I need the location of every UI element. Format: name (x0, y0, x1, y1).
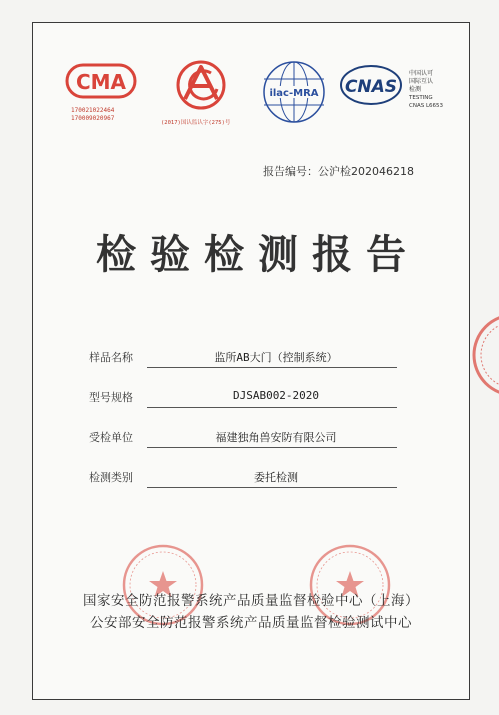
svg-text:CMA: CMA (75, 70, 127, 94)
issuing-organization-line2: 公安部安全防范报警系统产品质量监督检验测试中心 (90, 615, 412, 631)
report-title: 检验检测报告 (96, 231, 420, 278)
underline (147, 447, 397, 448)
field-row-model (85, 383, 397, 423)
field-value: DJSAB002-2020 (232, 389, 320, 402)
edge-seal-icon (470, 310, 499, 400)
cnas-logo (339, 63, 449, 123)
field-row-sample-name (85, 343, 397, 383)
field-value: 委托检测 (254, 471, 298, 484)
cal-logo (161, 59, 241, 127)
field-label: 型号规格 (89, 391, 133, 404)
field-label: 检测类别 (89, 471, 133, 484)
field-label: 样品名称 (89, 351, 133, 364)
cma-mark-icon (63, 59, 139, 103)
report-fields (85, 343, 397, 503)
field-label: 受检单位 (89, 431, 133, 444)
field-value: 福建独角兽安防有限公司 (215, 431, 337, 444)
svg-text:国际互认: 国际互认 (409, 78, 434, 85)
ilac-mra-logo (261, 59, 327, 129)
report-number: 报告编号：公沪检202046218 (263, 165, 414, 178)
svg-text:ilac-MRA: ilac-MRA (269, 88, 319, 99)
cma-code-2: 170009020967 (71, 115, 115, 122)
field-row-test-type (85, 463, 397, 503)
underline (147, 407, 397, 408)
field-row-client (85, 423, 397, 463)
underline (147, 367, 397, 368)
globe-icon (261, 59, 327, 125)
issuing-organization-line1: 国家安全防范报警系统产品质量监督检验中心（上海） (83, 593, 419, 609)
cnas-mark-icon (339, 63, 449, 119)
svg-text:中国认可: 中国认可 (409, 70, 434, 77)
report-cover (32, 22, 470, 700)
cma-code-1: 170021022464 (71, 107, 115, 114)
svg-text:CNAS L6653: CNAS L6653 (409, 103, 444, 109)
underline (147, 487, 397, 488)
cal-caption: (2017)国认监认字(275)号 (161, 120, 231, 126)
svg-text:检测: 检测 (409, 86, 422, 93)
accreditation-logos (33, 23, 469, 143)
svg-text:CNAS: CNAS (344, 77, 398, 97)
svg-text:TESTING: TESTING (409, 95, 433, 101)
cal-mark-icon (161, 59, 241, 115)
cma-logo (63, 59, 139, 123)
field-value: 监所AB大门（控制系统） (214, 351, 338, 364)
